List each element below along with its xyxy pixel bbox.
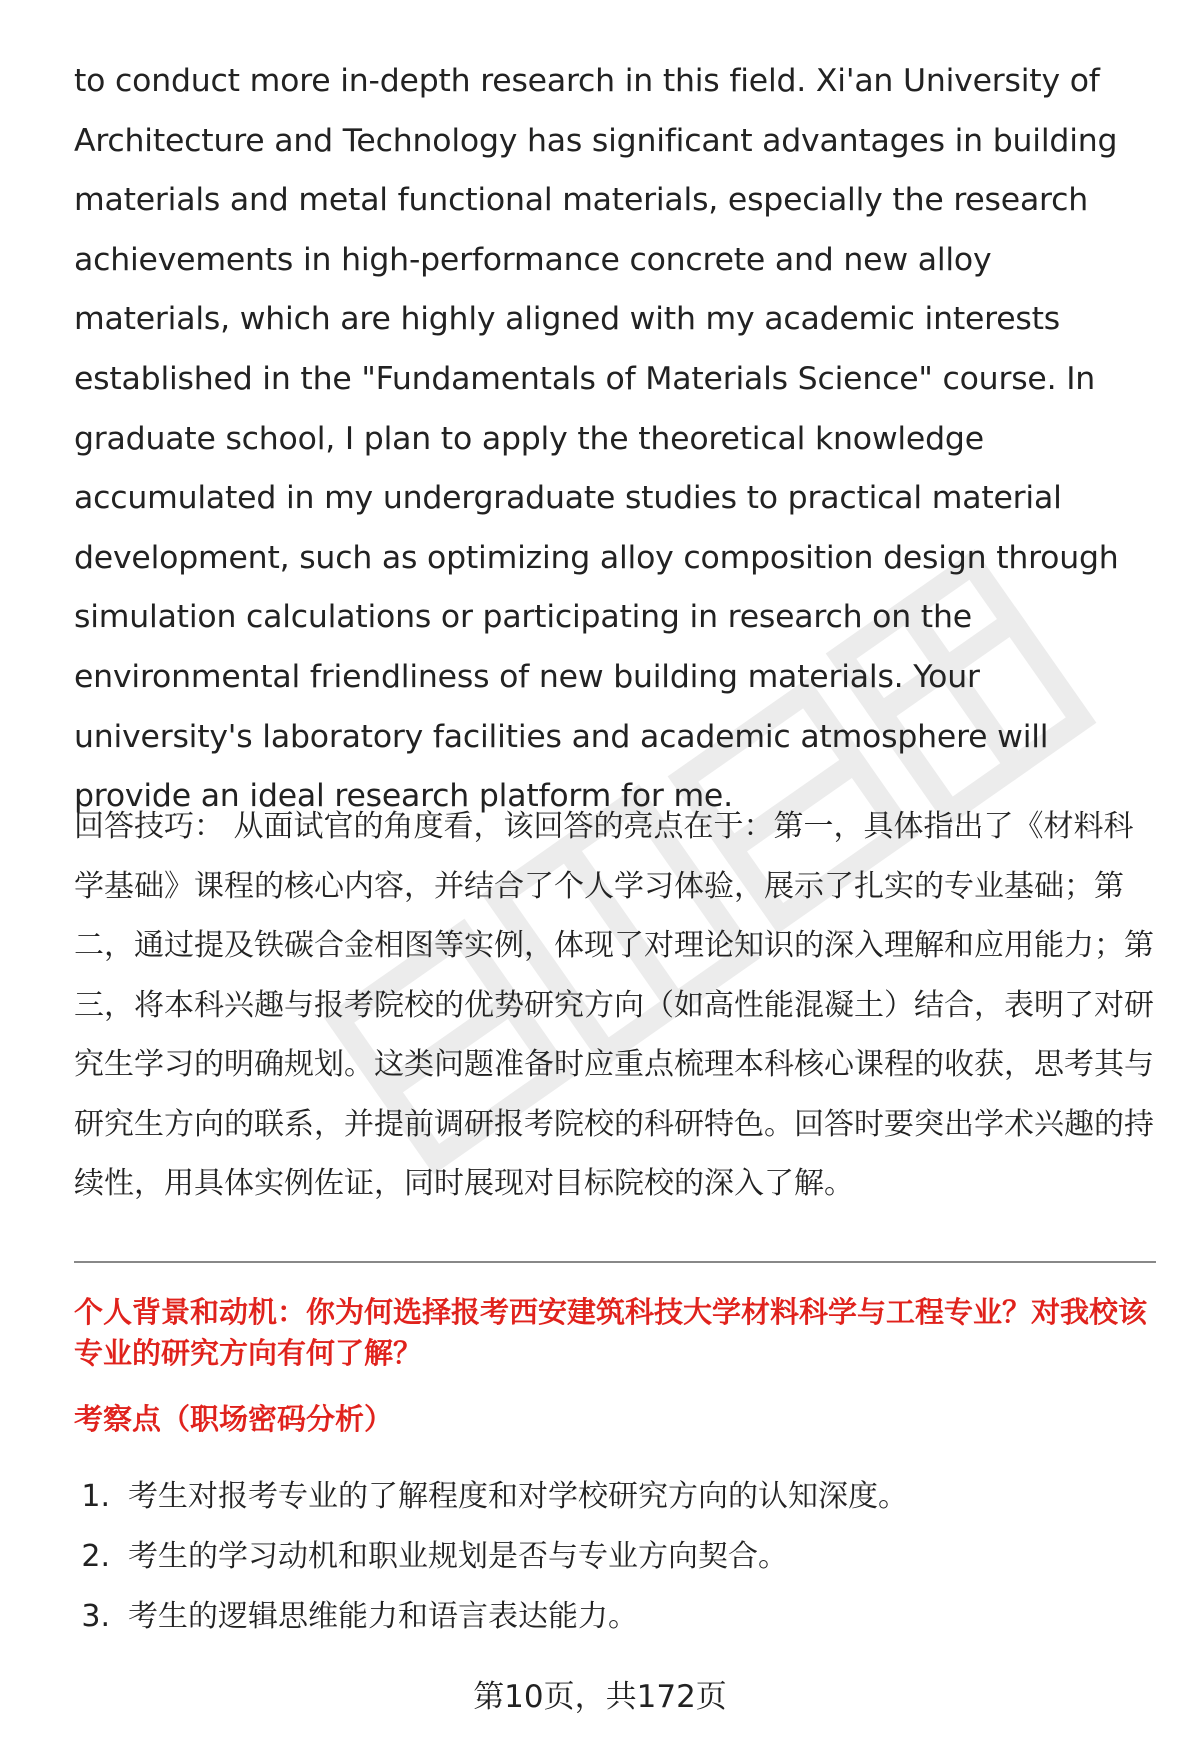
question-heading: 个人背景和动机：你为何选择报考西安建筑科技大学材料科学与工程专业？对我校该专业的研究方向有何了解？	[74, 1295, 1148, 1370]
assessment-points-title: 考察点（职场密码分析）	[74, 1402, 394, 1436]
answer-tips-paragraph: 回答技巧： 从面试官的角度看，该回答的亮点在于：第一，具体指出了《材料科学基础》课程的核心内容，并结合了个人学习体验，展示了扎实的专业基础；第二，通过提及铁碳合金相图等实例，体现了对理论知识的深入理解和应用能力；第三，将本科兴趣与报考院校的优势研究方向（如高性能混凝土）结合，表明了对研究生学习的明确规划。这类问题准备时应重点梳理本科核心课程的收获，思考其与研究生方向的联系，并提前调研报考院校的科研特色。回答时要突出学术兴趣的持续性，用具体实例佐证，同时展现对目标院校的深入了解。	[74, 809, 1154, 1201]
list-item-number: 3.	[81, 1599, 110, 1634]
section-divider	[74, 1261, 1156, 1263]
list-item-text: 考生对报考专业的了解程度和对学校研究方向的认知深度。	[128, 1479, 908, 1514]
page-footer: 第10页，共172页	[473, 1679, 727, 1715]
list-item-text: 考生的学习动机和职业规划是否与专业方向契合。	[128, 1539, 788, 1574]
list-item-text: 考生的逻辑思维能力和语言表达能力。	[128, 1599, 638, 1634]
body-paragraph: to conduct more in-depth research in this field. Xi'an University of Architecture and Technology has significant advantages in building materials and metal functional materials, especially the research achievements in high-performance concrete and new alloy materials, which are highly aligned with my academic interests established in the "Fundamentals of Materials Science" course. In graduate school, I plan to apply the theoretical knowledge accumulated in my undergraduate studies to practical material development, such as optimizing alloy composition design through simulation calculations or participating in research on the environmental friendliness of new building materials. Your university's laboratory facilities and academic atmosphere will provide an ideal research platform for me.	[74, 63, 1119, 815]
document-page	[74, 52, 1154, 1634]
list-item-number: 2.	[81, 1539, 110, 1574]
list-item	[74, 1527, 908, 1587]
list-item	[74, 1467, 908, 1527]
list-item	[74, 1587, 908, 1647]
list-item-number: 1.	[81, 1479, 110, 1514]
assessment-points-list	[74, 1467, 908, 1647]
